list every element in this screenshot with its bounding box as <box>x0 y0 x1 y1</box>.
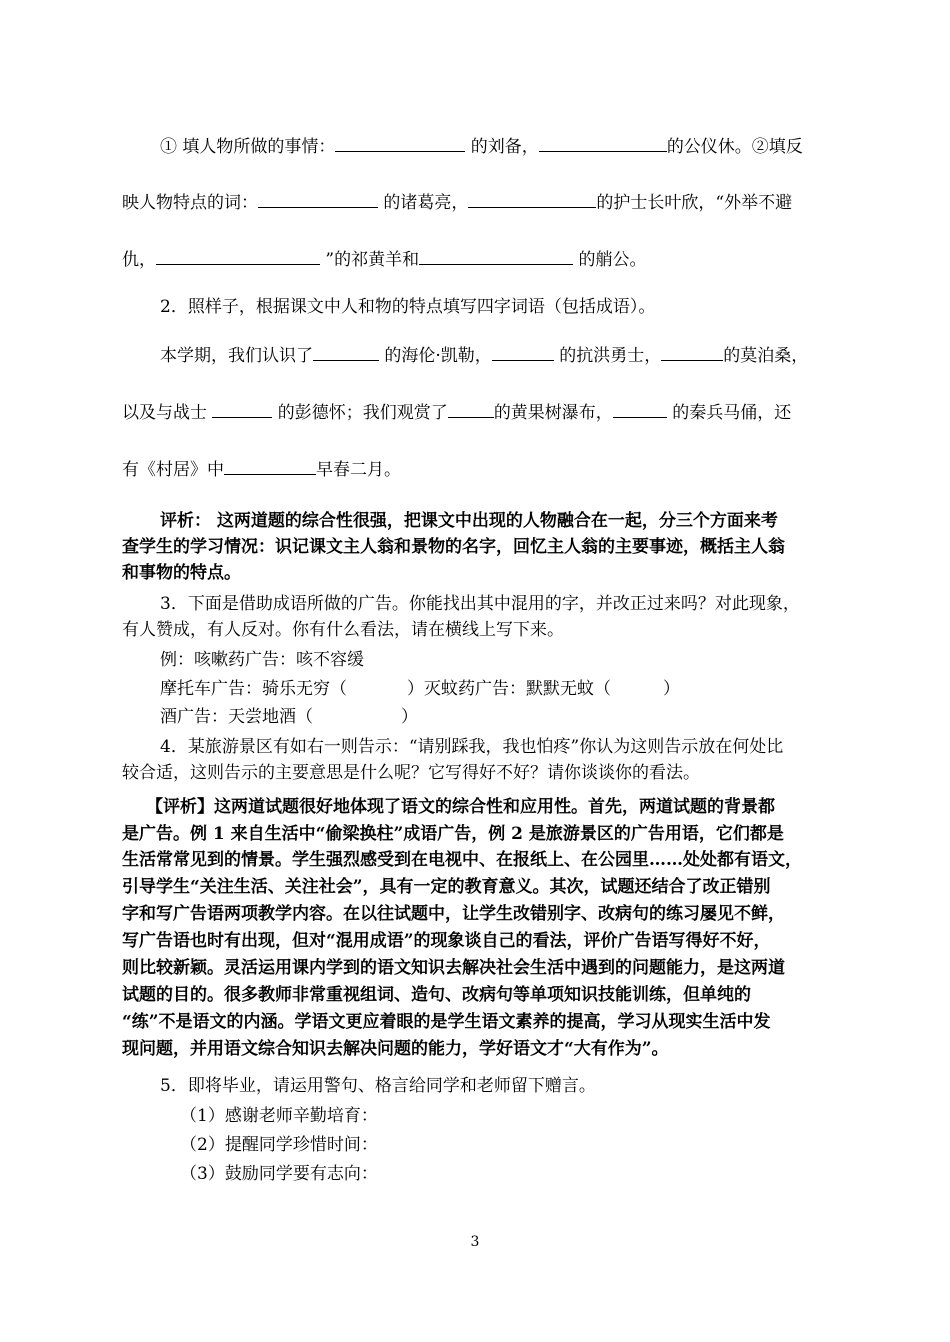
answer-blank[interactable] <box>212 400 272 418</box>
q4-line: 较合适，这则告示的主要意思是什么呢？它写得好不好？请你谈谈你的看法。 <box>122 763 700 783</box>
analysis2-line: 写广告语也时有出现，但对“混用成语”的现象谈自己的看法，评价广告语写得好不好， <box>122 931 771 951</box>
q3-line: 有人赞成，有人反对。你有什么看法，请在横线上写下来。 <box>122 620 564 640</box>
answer-blank[interactable] <box>224 457 316 475</box>
analysis2-line: 现问题，并用语文综合知识去解决问题的能力，学好语文才“大有作为”。 <box>122 1039 669 1059</box>
q5-item: （3）鼓励同学要有志向： <box>180 1164 378 1184</box>
q3-ad-line-2: 酒广告：天尝地酒（ ） <box>160 707 418 727</box>
analysis2-line: “练”不是语文的内涵。学语文更应着眼的是学生语文素养的提高，学习从现实生活中发 <box>122 1012 771 1032</box>
q3-ad-line-1: 摩托车广告：骑乐无穷（ ）灭蚊药广告：默默无蚊（ ） <box>160 679 680 699</box>
answer-blank[interactable] <box>661 343 723 361</box>
answer-blank[interactable] <box>313 343 379 361</box>
answer-blank[interactable] <box>468 190 596 208</box>
analysis2-line: 则比较新颖。灵活运用课内学到的语文知识去解决社会生活中遇到的问题能力，是这两道 <box>122 958 785 978</box>
analysis1-line: 查学生的学习情况：识记课文主人翁和景物的名字，回忆主人翁的主要事迹，概括主人翁 <box>122 537 785 557</box>
analysis2-line: 是广告。例 1 来自生活中“偷梁换柱”成语广告，例 2 是旅游景区的广告用语，它们都是 <box>122 824 784 844</box>
q5-item: （1）感谢老师辛勤培育： <box>180 1106 378 1126</box>
q3-example: 例：咳嗽药广告：咳不容缓 <box>160 650 364 670</box>
q1-line-1: ① 填人物所做的事情： 的刘备， 的公仪休。②填反 <box>160 134 803 159</box>
analysis1-line: 和事物的特点。 <box>122 563 241 583</box>
q5-title: 5．即将毕业，请运用警句、格言给同学和老师留下赠言。 <box>160 1076 596 1096</box>
analysis2-line: 字和写广告语两项教学内容。在以往试题中，让学生改错别字、改病句的练习屡见不鲜， <box>122 904 785 924</box>
page-number: 3 <box>470 1234 480 1250</box>
q2-line-2: 以及与战士 的彭德怀；我们观赏了 的黄果树瀑布， 的秦兵马俑，还 <box>122 400 791 425</box>
q4-line: 4．某旅游景区有如右一则告示：“请别踩我，我也怕疼”你认为这则告示放在何处比 <box>160 737 784 757</box>
answer-blank[interactable] <box>156 247 320 265</box>
analysis2-line: 生活常常见到的情景。学生强烈感受到在电视中、在报纸上、在公园里……处处都有语文， <box>122 850 802 870</box>
q3-line: 3．下面是借助成语所做的广告。你能找出其中混用的字，并改正过来吗？对此现象， <box>160 594 800 614</box>
answer-blank[interactable] <box>258 190 378 208</box>
analysis1-line: 评析： 这两道题的综合性很强，把课文中出现的人物融合在一起，分三个方面来考 <box>160 511 778 531</box>
q2-line-1: 本学期，我们认识了 的海伦·凯勒， 的抗洪勇士， 的莫泊桑， <box>160 343 808 368</box>
q2-line-3: 有《村居》中 早春二月。 <box>122 457 401 482</box>
answer-blank[interactable] <box>448 400 494 418</box>
analysis2-line: 引导学生“关注生活、关注社会”，具有一定的教育意义。其次，试题还结合了改正错别 <box>122 877 771 897</box>
answer-blank[interactable] <box>419 247 573 265</box>
answer-blank[interactable] <box>613 400 667 418</box>
answer-blank[interactable] <box>492 343 554 361</box>
q2-title: 2．照样子，根据课文中人和物的特点填写四字词语（包括成语）。 <box>160 297 656 317</box>
q5-item: （2）提醒同学珍惜时间： <box>180 1135 378 1155</box>
analysis2-line: 【评析】这两道试题很好地体现了语文的综合性和应用性。首先，两道试题的背景都 <box>146 797 775 817</box>
answer-blank[interactable] <box>335 134 465 152</box>
q1-line-2: 映人物特点的词： 的诸葛亮， 的护士长叶欣，“外举不避 <box>122 190 792 215</box>
analysis2-line: 试题的目的。很多教师非常重视组词、造句、改病句等单项知识技能训练，但单纯的 <box>122 985 751 1005</box>
answer-blank[interactable] <box>539 134 667 152</box>
q1-line-3: 仇， ”的祁黄羊和 的艄公。 <box>122 247 647 272</box>
